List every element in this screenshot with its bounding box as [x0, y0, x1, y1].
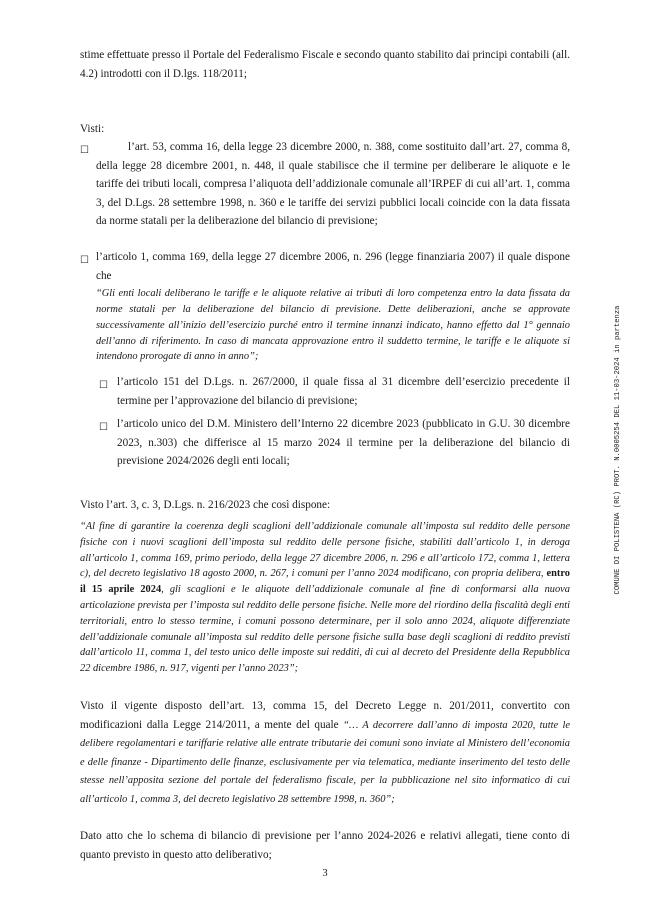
- art3-quote-deadline: entro il 15 aprile 2024: [80, 568, 570, 596]
- checkbox-bullet: ☐: [99, 380, 108, 391]
- checkbox-bullet: ☐: [80, 255, 89, 266]
- intro-paragraph: stime effettuate presso il Portale del Federalismo Fiscale e secondo quanto stabilito dai principi contabili (all. 4.2) introdotti con il D.lgs. 118/2011;: [80, 49, 570, 80]
- visti-heading: Visti:: [80, 123, 105, 135]
- bullet-dm-interno: l’articolo unico del D.M. Ministero dell’Interno 22 dicembre 2023 (pubblicato in G.U. 30 dicembre 2023, n.303) che differisce al 15 marzo 2024 il termine per la deliberazione del bilancio di previsione 2024/2026 degli enti locali;: [117, 418, 570, 468]
- visto-art13-paragraph: [80, 697, 570, 809]
- art3-quote-part2: , gli scaglioni e le aliquote dell’addizionale comunale al fine di conformarsi alla nuova articolazione prevista per l’imposta sul reddito delle persone fisiche. Nelle more del riordino della fiscalità degli enti territoriali, entro lo stesso termine, i comuni possono determinare, per il solo anno 2024, aliquote differenziate dell’addizionale comunale all’imposta sul reddito delle persone fisiche sulla base degli scaglioni di reddito previsti dall’articolo 11, comma 1, del testo unico delle imposte sui redditi, di cui al decreto del Presidente della Repubblica 22 dicembre 1986, n. 917, vigenti per l’anno 2023”;: [80, 584, 570, 675]
- dato-atto-paragraph: Dato atto che lo schema di bilancio di previsione per l’anno 2024-2026 e relativi allegati, tiene conto di quanto previsto in questo atto deliberativo;: [80, 830, 570, 861]
- bullet-art1-comma169: [96, 248, 570, 364]
- bullet-art151: l’articolo 151 del D.Lgs. n. 267/2000, il quale fissa al 31 dicembre dell’esercizio precedente il termine per l’approvazione del bilancio di previsione;: [117, 376, 570, 407]
- visto-art3-heading: Visto l’art. 3, c. 3, D.Lgs. n. 216/2023 che così dispone:: [80, 499, 331, 511]
- page-number: 3: [322, 868, 328, 879]
- art13-quote: “… A decorrere dall’anno di imposta 2020, tutte le delibere regolamentari e tariffarie relative alle entrate tributarie dei comuni sono inviate al Ministero dell’economia e delle finanze - Dipartimento delle finanze, esclusivamente per via telematica, mediante inserimento del testo delle stesse nell’apposita sezione del portale del federalismo fiscale, per la pubblicazione nel sito informatico di cui all’articolo 1, comma 3, del decreto legislativo 28 settembre 1998, n. 360”;: [80, 719, 570, 805]
- checkbox-bullet: ☐: [80, 145, 89, 156]
- protocol-stamp: [612, 250, 624, 650]
- art3-quote: [80, 519, 570, 677]
- art1-lead-text: l’articolo 1, comma 169, della legge 27 dicembre 2006, n. 296 (legge finanziaria 2007) il quale dispone che: [96, 251, 570, 282]
- protocol-stamp-text: COMUNE DI POLISTENA (RC) PROT. N.0005254 DEL 11-03-2024 in partenza: [614, 305, 622, 595]
- bullet-art53: l’art. 53, comma 16, della legge 23 dicembre 2000, n. 388, come sostituito dall’art. 27, comma 8, della legge 28 dicembre 2001, n. 448, il quale stabilisce che il termine per deliberare le aliquote e le tariffe dei tributi locali, compresa l’aliquota dell’addizionale comunale all’IRPEF di cui all’art. 1, comma 3, del D.Lgs. 28 settembre 1998, n. 360 e le tariffe dei servizi pubblici locali coincide con la data fissata da norme statali per la deliberazione del bilancio di previsione;: [96, 141, 570, 228]
- art1-quote: “Gli enti locali deliberano le tariffe e le aliquote relative ai tributi di loro competenza entro la data fissata da norme statali per la deliberazione del bilancio di previsione. Dette deliberazioni, anche se approvate successivamente all’inizio dell’esercizio purché entro il termine innanzi indicato, hanno effetto dal 1° gennaio dell’anno di riferimento. In caso di mancata approvazione entro il suddetto termine, le tariffe e le aliquote si intendono prorogate di anno in anno”;: [96, 288, 570, 363]
- art13-lead: Visto il vigente disposto dell’art. 13, comma 15, del Decreto Legge n. 201/2011, convertito con modificazioni dalla Legge 214/2011, a mente del quale: [80, 700, 570, 731]
- checkbox-bullet: ☐: [99, 422, 108, 433]
- art3-quote-part1: “Al fine di garantire la coerenza degli scaglioni dell’addizionale comunale all’imposta sul reddito delle persone fisiche con i nuovi scaglioni dell’imposta sul reddito delle persone fisiche, stabiliti dall’articolo 1, in deroga all’articolo 1, comma 169, primo periodo, della legge 27 dicembre 2006, n. 296 e all’articolo 172, comma 1, lettera c), del decreto legislativo 18 agosto 2000, n. 267, i comuni per l’anno 2024 modificano, con propria delibera,: [80, 521, 570, 580]
